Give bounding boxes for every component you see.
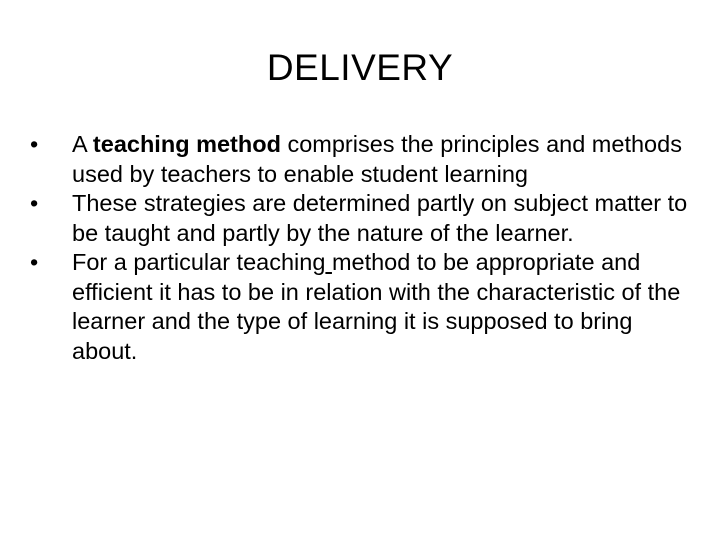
- bullet-item-3: [30, 248, 690, 366]
- bullet-list: [30, 130, 690, 366]
- bullet-item-2: [30, 189, 690, 248]
- bullet-text-post: comprises the principles and methods used by teachers to enable student learning: [72, 131, 682, 187]
- bullet-text-pre: A: [72, 131, 93, 157]
- slide-title: DELIVERY: [266, 47, 454, 88]
- bullet-item-1: [30, 130, 690, 189]
- bullet-marker: •: [30, 249, 39, 275]
- bullet-text: These strategies are determined partly on subject matter to be taught and partly by the nature of the learner.: [72, 190, 688, 246]
- bullet-marker: •: [30, 190, 39, 216]
- bullet-text-bold: teaching method: [92, 131, 281, 157]
- bullet-text-post: method to be appropriate and efficient it has to be in relation with the characteristic of the learner and the type of learning it is supposed to bring about.: [72, 249, 681, 364]
- bullet-marker: •: [30, 131, 39, 157]
- bullet-text-pre: For a particular teaching: [72, 249, 326, 275]
